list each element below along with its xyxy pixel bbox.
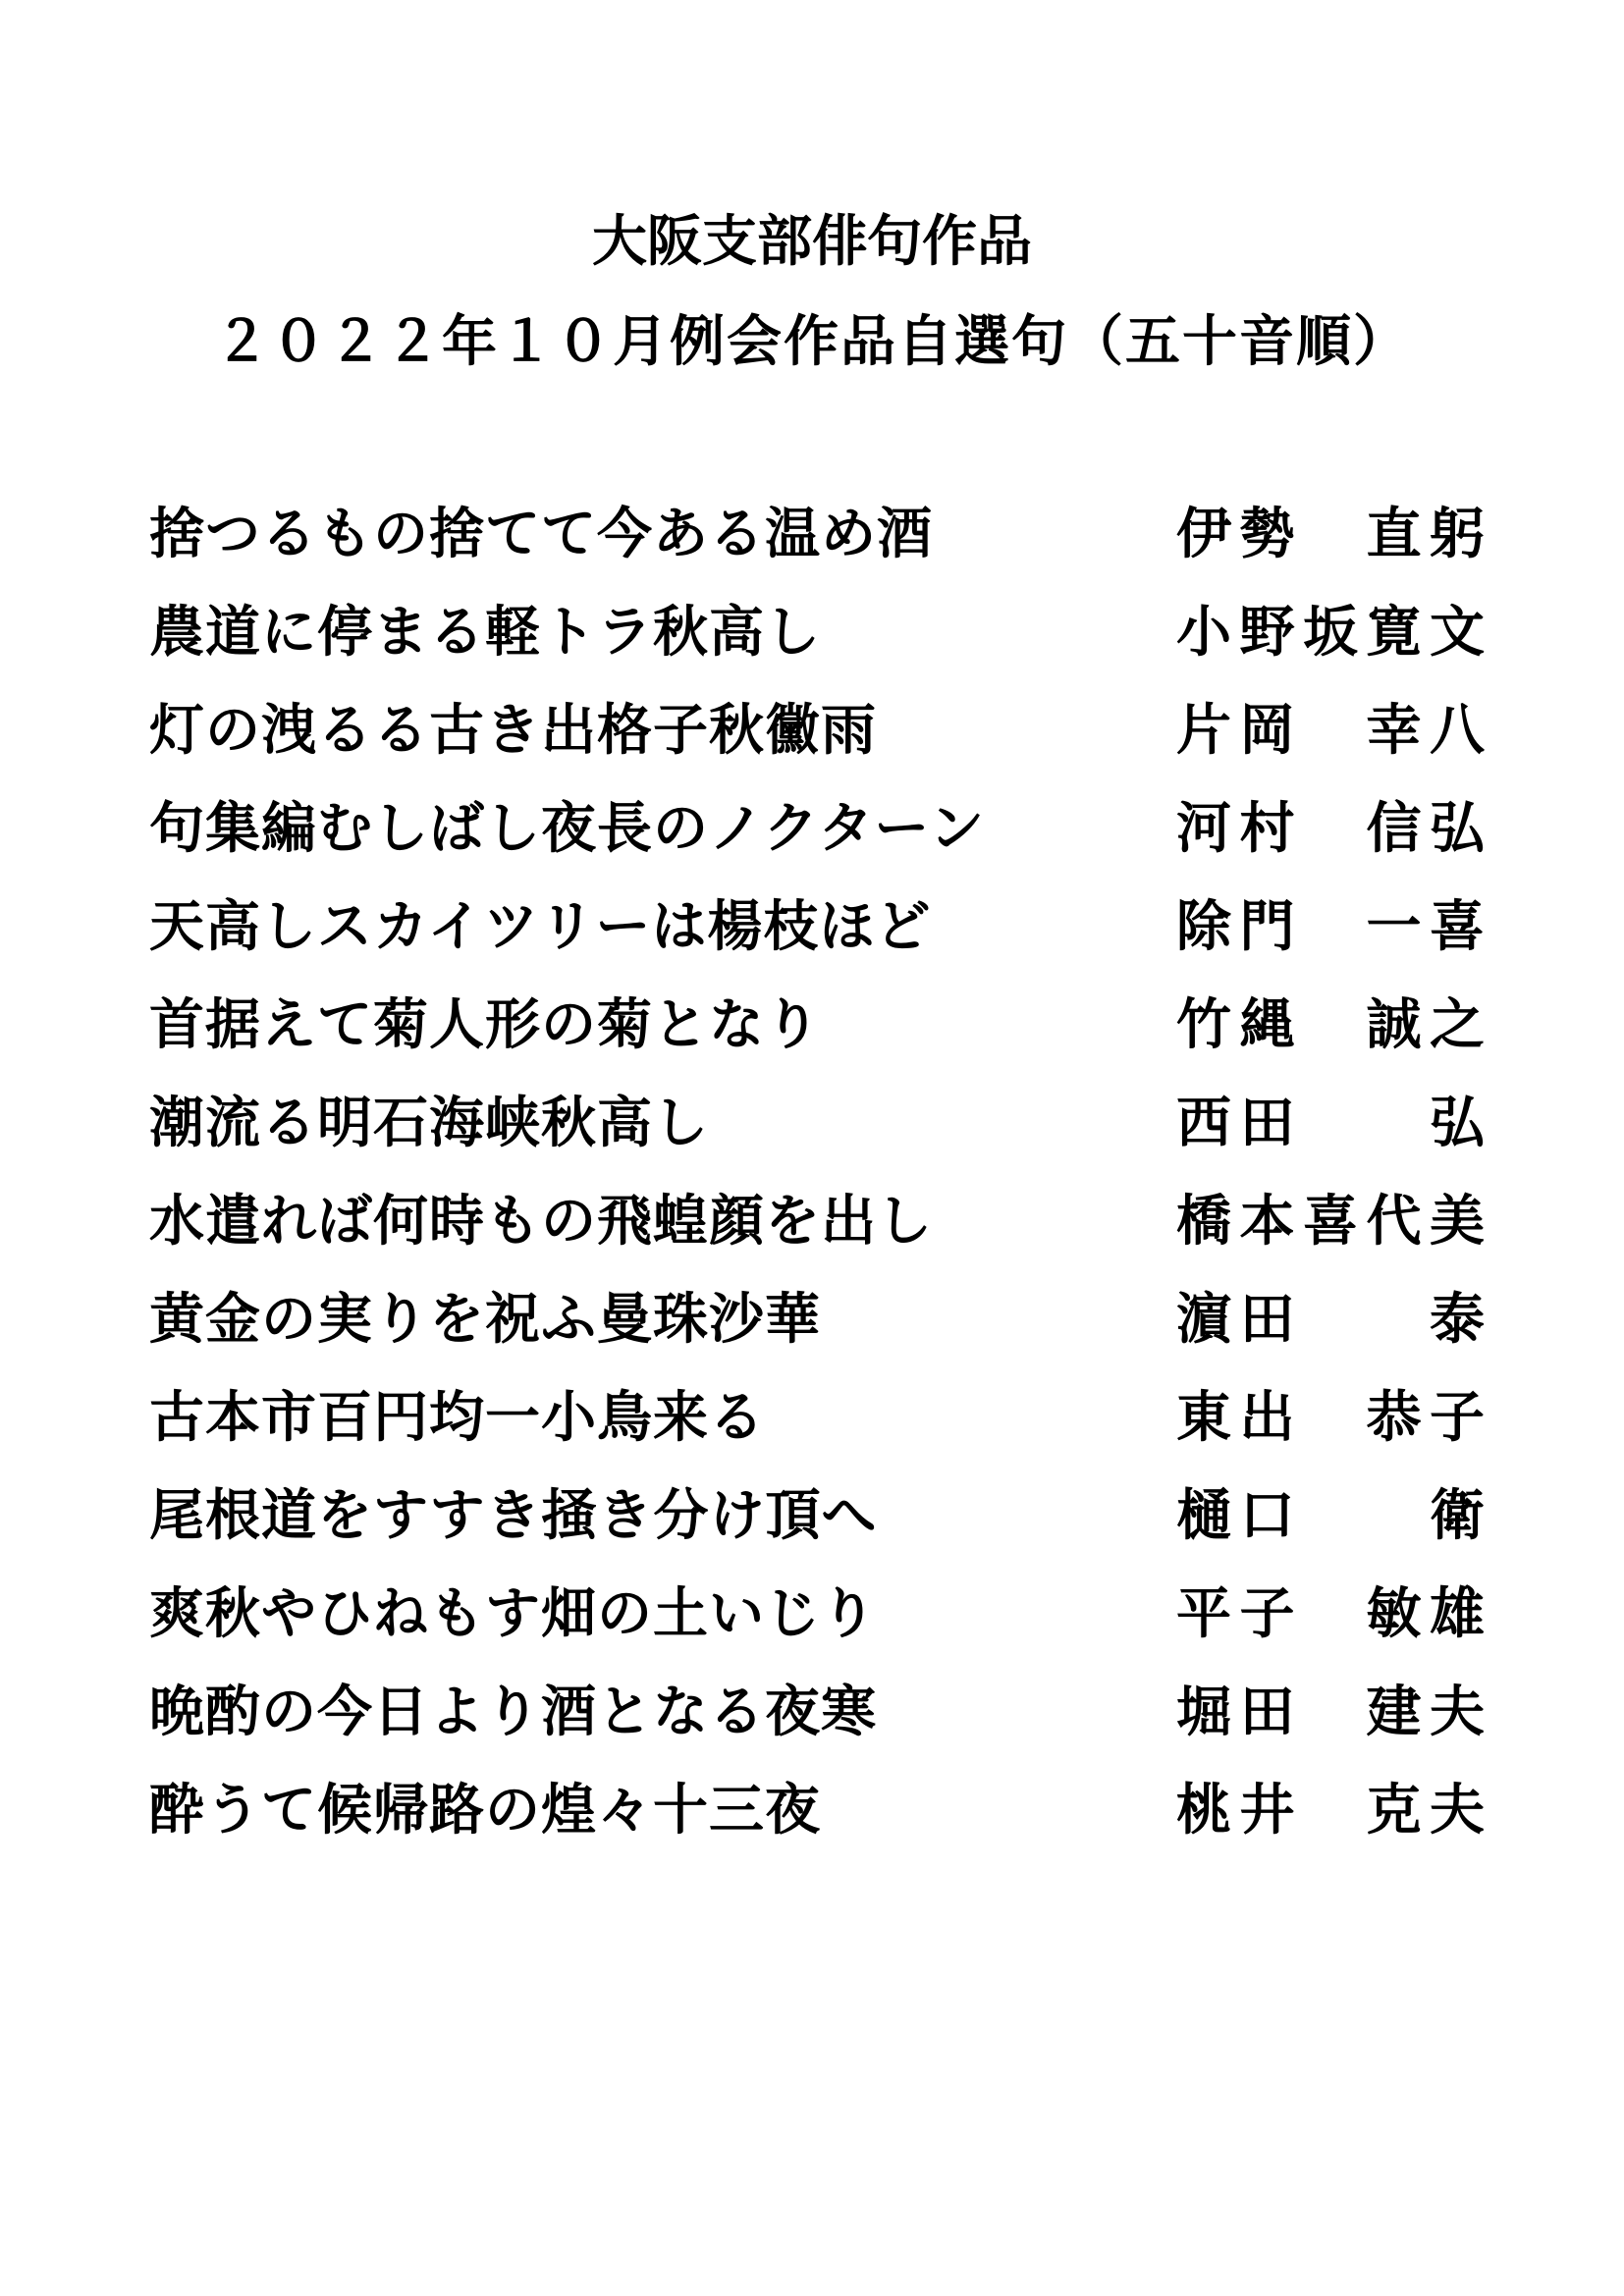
author-name: 伊勢 直躬 (1176, 502, 1485, 566)
haiku-text: 捨つるもの捨てて今ある温め酒 (149, 502, 933, 566)
author-name: 西田 弘 (1176, 1091, 1485, 1155)
haiku-entry (149, 1288, 1485, 1386)
haiku-text: 天高しスカイツリーは楊枝ほど (149, 894, 932, 959)
haiku-list (149, 503, 1485, 1877)
haiku-text: 酔うて候帰路の煌々十三夜 (149, 1778, 821, 1842)
author-name: 河村 信弘 (1176, 796, 1485, 861)
author-name: 樋口 衛 (1176, 1483, 1485, 1548)
haiku-text: 爽秋やひねもす畑の土いじり (149, 1581, 877, 1646)
haiku-text: 句集編むしばし夜長のノクターン (149, 796, 986, 861)
haiku-text: 晩酌の今日より酒となる夜寒 (149, 1680, 877, 1744)
haiku-entry (149, 1092, 1485, 1190)
author-name: 堀田 建夫 (1176, 1680, 1485, 1744)
author-name: 濵田 泰 (1176, 1287, 1485, 1352)
haiku-text: 灯の洩るる古き出格子秋黴雨 (149, 698, 877, 763)
document-title: 大阪支部俳句作品 (592, 209, 1032, 274)
author-name: 平子 敏雄 (1176, 1581, 1485, 1646)
haiku-entry (149, 1779, 1485, 1877)
haiku-entry (149, 993, 1485, 1092)
haiku-entry (149, 1582, 1485, 1681)
haiku-entry (149, 895, 1485, 993)
haiku-text: 首据えて菊人形の菊となり (149, 992, 821, 1057)
haiku-entry (149, 797, 1485, 895)
haiku-text: 黄金の実りを祝ふ曼珠沙華 (149, 1287, 821, 1352)
haiku-entry (149, 1386, 1485, 1484)
haiku-entry (149, 601, 1485, 699)
author-name: 東出 恭子 (1176, 1385, 1485, 1450)
author-name: 小野坂寛文 (1176, 600, 1485, 665)
author-name: 橋本喜代美 (1176, 1189, 1485, 1254)
author-name: 竹縄 誠之 (1176, 992, 1485, 1057)
haiku-entry (149, 1190, 1485, 1288)
author-name: 桃井 克夫 (1176, 1778, 1485, 1842)
document-subtitle: ２０２２年１０月例会作品自選句（五十音順） (214, 309, 1410, 374)
haiku-entry (149, 1681, 1485, 1779)
haiku-entry (149, 699, 1485, 797)
author-name: 除門 一喜 (1176, 894, 1485, 959)
haiku-text: 水遣れば何時もの飛蝗顔を出し (149, 1189, 933, 1254)
haiku-entry (149, 1484, 1485, 1582)
haiku-text: 尾根道をすすき掻き分け頂へ (149, 1483, 878, 1548)
author-name: 片岡 幸八 (1176, 698, 1485, 763)
haiku-text: 潮流る明石海峡秋高し (149, 1091, 709, 1155)
haiku-entry (149, 503, 1485, 601)
haiku-text: 古本市百円均一小鳥来る (149, 1385, 765, 1450)
haiku-text: 農道に停まる軽トラ秋高し (149, 600, 821, 665)
